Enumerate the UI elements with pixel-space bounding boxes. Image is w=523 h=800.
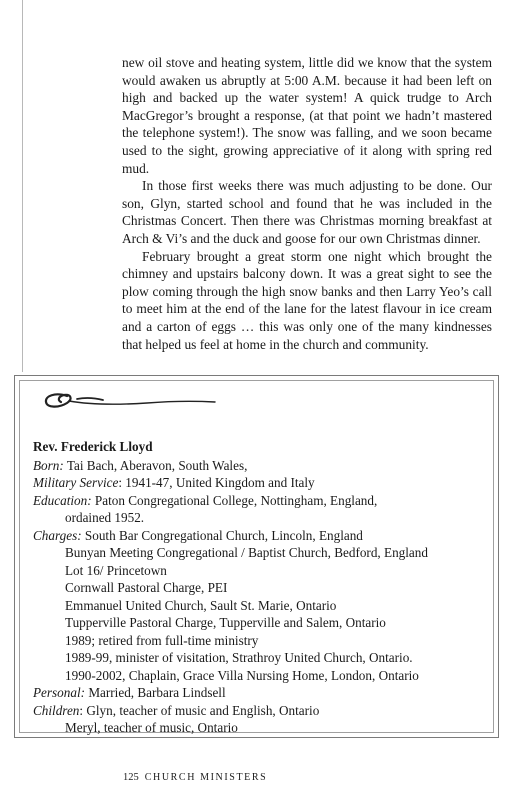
charge-item: Bunyan Meeting Congregational / Baptist Church, Bedford, England <box>65 545 428 560</box>
biography-content <box>33 438 493 737</box>
charges-row <box>33 527 493 545</box>
education-label: Education: <box>33 492 92 508</box>
military-value: : 1941-47, United Kingdom and Italy <box>118 475 315 490</box>
education-continued: ordained 1952. <box>65 510 145 525</box>
paragraph-3: February brought a great storm one night which brought the chimney and upstairs balcony down. It was a great sight to see the plow coming through the high snow banks and then Larry Yeo’s call to meet him at the end of the lane for the latest flavour in ice cream and a carton of eggs … this was only one of the many kindnesses that helped us feel at home in the church and community. <box>122 248 492 352</box>
born-label: Born: <box>33 457 64 473</box>
military-row <box>33 474 493 492</box>
paragraph-1: new oil stove and heating system, little did we know that the system would awaken us abruptly at 5:00 A.M. because it had been left on high and backed up the water system! A quick trudge to Arch MacGregor’s brought a response, (at that point we hadn’t mastered the telephone system!). The snow was falling, and we soon became used to the sight, growing appreciative of it along with spring red mud. <box>122 55 492 176</box>
education-row <box>33 492 493 510</box>
page-footer <box>123 772 267 783</box>
military-label: Military Service <box>33 475 119 490</box>
children-row <box>33 702 493 720</box>
children-label: Children <box>33 702 80 718</box>
charges-first: South Bar Congregational Church, Lincoln, England <box>81 527 363 543</box>
narrative-text <box>122 54 492 353</box>
page-number: 125 <box>123 772 139 783</box>
personal-label: Personal: <box>33 685 86 700</box>
biography-box <box>14 375 499 738</box>
education-value: Paton Congregational College, Nottingham, England, <box>91 492 378 508</box>
personal-row <box>33 684 493 702</box>
charge-item: 1989; retired from full-time ministry <box>65 632 259 648</box>
charge-item: Cornwall Pastoral Charge, PEI <box>65 580 228 595</box>
charge-item: Emmanuel United Church, Sault St. Marie, Ontario <box>65 597 337 613</box>
flourish-ornament-icon <box>37 386 217 414</box>
paragraph-2: In those first weeks there was much adjusting to be done. Our son, Glyn, started school and found that he was included in the Christmas Concert. Then there was Christmas morning breakfast at Arch & Vi’s and the duck and goose for our own Christmas dinner. <box>122 178 492 246</box>
charges-label: Charges: <box>33 527 82 543</box>
margin-rule <box>22 0 23 372</box>
charge-item: 1989-99, minister of visitation, Strathroy United Church, Ontario. <box>65 650 413 665</box>
charge-item: Tupperville Pastoral Charge, Tupperville and Salem, Ontario <box>65 615 386 630</box>
children-first: : Glyn, teacher of music and English, Ontario <box>79 702 320 718</box>
running-title: CHURCH MINISTERS <box>144 772 268 783</box>
born-row <box>33 457 493 475</box>
charge-item: Lot 16/ Princetown <box>65 562 167 578</box>
born-value: Tai Bach, Aberavon, South Wales, <box>63 457 248 473</box>
charge-item: 1990-2002, Chaplain, Grace Villa Nursing Home, London, Ontario <box>65 667 419 683</box>
children-continued: Meryl, teacher of music, Ontario <box>65 720 238 735</box>
personal-value: Married, Barbara Lindsell <box>85 685 226 700</box>
minister-name: Rev. Frederick Lloyd <box>33 439 153 454</box>
